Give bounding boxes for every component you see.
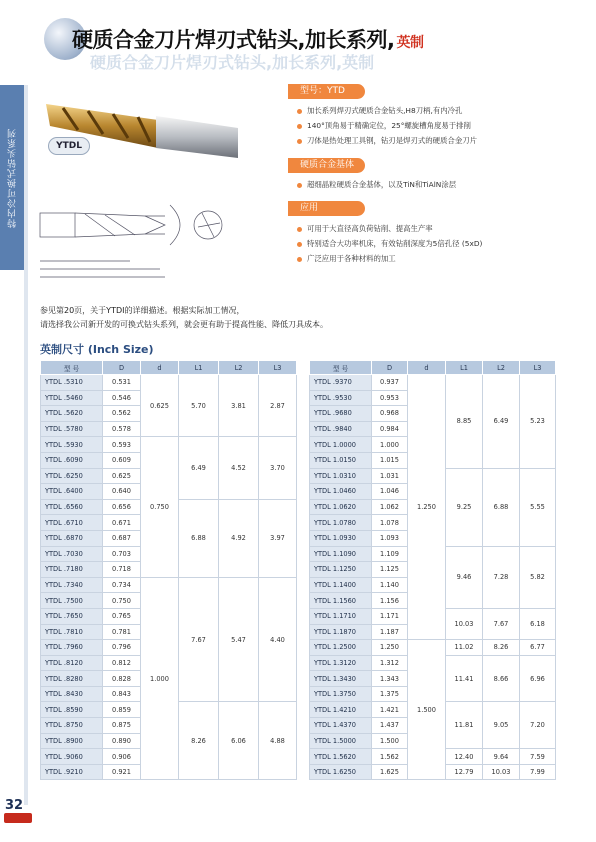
diameter-D-cell: 0.890 <box>103 733 141 749</box>
length-l3-cell: 4.88 <box>259 702 297 780</box>
diameter-D-cell: 1.312 <box>372 655 408 671</box>
model-code-cell: YTDL 1.0780 <box>310 515 372 531</box>
table-row <box>310 640 556 656</box>
length-l1-cell: 5.70 <box>179 375 219 437</box>
diameter-D-cell: 0.953 <box>372 390 408 406</box>
model-code-cell: YTDL .6250 <box>41 468 103 484</box>
diameter-D-cell: 0.906 <box>103 749 141 765</box>
diameter-D-cell: 0.843 <box>103 686 141 702</box>
length-l2-cell: 4.52 <box>219 437 259 499</box>
model-code-cell: YTDL .9840 <box>310 421 372 437</box>
model-code-cell: YTDL .7180 <box>41 562 103 578</box>
length-l3-cell: 5.23 <box>520 375 556 469</box>
length-l2-cell: 7.67 <box>483 608 520 639</box>
length-l3-cell: 7.20 <box>520 702 556 749</box>
substrate-bullet-1: 超细晶粒硬质合金基体，以及TiN和TiAlN涂层 <box>297 179 456 190</box>
diameter-D-cell: 0.875 <box>103 718 141 734</box>
col-header-L3: L3 <box>259 361 297 375</box>
note-line-1: 参见第20页，关于YTDI的详细描述。根据实际加工情况， <box>40 306 245 315</box>
model-code-cell: YTDL .9210 <box>41 764 103 780</box>
model-code-cell: YTDL .8750 <box>41 718 103 734</box>
length-l1-cell: 8.85 <box>446 375 483 469</box>
col-header-L3: L3 <box>520 361 556 375</box>
model-code-cell: YTDL .9530 <box>310 390 372 406</box>
diameter-D-cell: 0.578 <box>103 421 141 437</box>
diameter-D-cell: 1.000 <box>372 437 408 453</box>
diameter-D-cell: 0.640 <box>103 484 141 500</box>
model-code-cell: YTDL 1.0310 <box>310 468 372 484</box>
model-code-cell: YTDL 1.4370 <box>310 718 372 734</box>
diameter-D-cell: 1.031 <box>372 468 408 484</box>
table-row <box>310 375 556 391</box>
model-code-cell: YTDL .9370 <box>310 375 372 391</box>
model-code-cell: YTDL .8280 <box>41 671 103 687</box>
length-l1-cell: 8.26 <box>179 702 219 780</box>
shank-d-cell: 0.625 <box>141 375 179 437</box>
col-header-L1: L1 <box>446 361 483 375</box>
length-l1-cell: 9.46 <box>446 546 483 608</box>
model-code-cell: YTDL .5310 <box>41 375 103 391</box>
model-code-cell: YTDL .8900 <box>41 733 103 749</box>
length-l2-cell: 9.05 <box>483 702 520 749</box>
model-code-cell: YTDL .6560 <box>41 499 103 515</box>
diameter-D-cell: 0.828 <box>103 671 141 687</box>
section-model-header: 型号：YTD <box>290 84 365 99</box>
diameter-D-cell: 1.375 <box>372 686 408 702</box>
col-header-L2: L2 <box>483 361 520 375</box>
diameter-D-cell: 0.562 <box>103 406 141 422</box>
length-l2-cell: 7.28 <box>483 546 520 608</box>
length-l2-cell: 3.81 <box>219 375 259 437</box>
side-section-tab: 特内冷可换式钻头系列 <box>0 85 24 270</box>
model-code-cell: YTDL .9060 <box>41 749 103 765</box>
model-code-cell: YTDL 1.1250 <box>310 562 372 578</box>
section-substrate-header: 硬质合金基体 <box>290 158 365 173</box>
model-code-cell: YTDL 1.1870 <box>310 624 372 640</box>
diameter-D-cell: 0.687 <box>103 530 141 546</box>
model-code-cell: YTDL .7340 <box>41 577 103 593</box>
brand-logo <box>4 813 32 823</box>
diameter-D-cell: 0.984 <box>372 421 408 437</box>
table-row <box>41 375 297 391</box>
model-code-cell: YTDL 1.1560 <box>310 593 372 609</box>
diameter-D-cell: 0.734 <box>103 577 141 593</box>
col-header-D: D <box>103 361 141 375</box>
col-header-d: d <box>408 361 446 375</box>
length-l1-cell: 7.67 <box>179 577 219 702</box>
model-code-cell: YTDL 1.0150 <box>310 452 372 468</box>
length-l2-cell: 5.47 <box>219 577 259 702</box>
model-code-cell: YTDL 1.5000 <box>310 733 372 749</box>
shank-d-cell: 1.250 <box>408 375 446 640</box>
table-row <box>41 437 297 453</box>
model-code-cell: YTDL .7500 <box>41 593 103 609</box>
length-l3-cell: 7.99 <box>520 764 556 780</box>
diameter-D-cell: 0.671 <box>103 515 141 531</box>
model-code-cell: YTDL .6710 <box>41 515 103 531</box>
diameter-D-cell: 0.937 <box>372 375 408 391</box>
model-code-cell: YTDL .8590 <box>41 702 103 718</box>
model-code-cell: YTDL .5780 <box>41 421 103 437</box>
diameter-D-cell: 0.968 <box>372 406 408 422</box>
model-code-cell: YTDL 1.5620 <box>310 749 372 765</box>
diameter-D-cell: 0.593 <box>103 437 141 453</box>
diameter-D-cell: 1.625 <box>372 764 408 780</box>
model-code-cell: YTDL .8120 <box>41 655 103 671</box>
application-bullet-1: 可用于大直径高负荷钻削、提高生产率 <box>297 223 433 234</box>
length-l1-cell: 6.49 <box>179 437 219 499</box>
length-l2-cell: 9.64 <box>483 749 520 765</box>
size-table-left <box>40 360 297 780</box>
length-l3-cell: 3.70 <box>259 437 297 499</box>
model-code-cell: YTDL .7030 <box>41 546 103 562</box>
model-code-cell: YTDL 1.0930 <box>310 530 372 546</box>
model-code-cell: YTDL 1.3430 <box>310 671 372 687</box>
model-code-cell: YTDL .6870 <box>41 530 103 546</box>
table-row <box>41 577 297 593</box>
diameter-D-cell: 1.046 <box>372 484 408 500</box>
model-code-cell: YTDL .7650 <box>41 608 103 624</box>
application-bullet-2: 特别适合大功率机床，有效钻削深度为5倍孔径 (5xD) <box>297 238 482 249</box>
size-table-right <box>309 360 556 780</box>
model-code-cell: YTDL 1.0000 <box>310 437 372 453</box>
model-code-cell: YTDL .5620 <box>41 406 103 422</box>
model-code-cell: YTDL 1.1710 <box>310 608 372 624</box>
model-code-cell: YTDL 1.4210 <box>310 702 372 718</box>
model-code-cell: YTDL .9680 <box>310 406 372 422</box>
diameter-D-cell: 1.015 <box>372 452 408 468</box>
side-margin-line <box>24 85 28 805</box>
model-badge: YTDL <box>48 137 90 155</box>
section-application-header: 应用 <box>290 201 365 216</box>
diameter-D-cell: 0.546 <box>103 390 141 406</box>
col-header-model: 型 号 <box>310 361 372 375</box>
length-l1-cell: 6.88 <box>179 499 219 577</box>
shank-d-cell: 0.750 <box>141 437 179 577</box>
col-header-model: 型 号 <box>41 361 103 375</box>
shank-d-cell: 1.000 <box>141 577 179 780</box>
length-l3-cell: 6.18 <box>520 608 556 639</box>
diameter-D-cell: 0.750 <box>103 593 141 609</box>
length-l2-cell: 10.03 <box>483 764 520 780</box>
diameter-D-cell: 0.703 <box>103 546 141 562</box>
diameter-D-cell: 1.062 <box>372 499 408 515</box>
length-l3-cell: 6.96 <box>520 655 556 702</box>
length-l3-cell: 4.40 <box>259 577 297 702</box>
page-number: 32 <box>5 798 24 813</box>
diameter-D-cell: 1.156 <box>372 593 408 609</box>
length-l2-cell: 6.88 <box>483 468 520 546</box>
model-code-cell: YTDL 1.3750 <box>310 686 372 702</box>
model-bullet-1: 加长系列焊刃式硬质合金钻头,H8刀柄,有内冷孔 <box>297 105 462 116</box>
diameter-D-cell: 1.171 <box>372 608 408 624</box>
col-header-D: D <box>372 361 408 375</box>
length-l2-cell: 6.06 <box>219 702 259 780</box>
model-code-cell: YTDL 1.1090 <box>310 546 372 562</box>
diameter-D-cell: 0.765 <box>103 608 141 624</box>
model-code-cell: YTDL 1.6250 <box>310 764 372 780</box>
length-l2-cell: 6.49 <box>483 375 520 469</box>
length-l2-cell: 4.92 <box>219 499 259 577</box>
diameter-D-cell: 0.859 <box>103 702 141 718</box>
application-bullet-3: 广泛应用于各种材料的加工 <box>297 253 396 264</box>
diameter-D-cell: 0.609 <box>103 452 141 468</box>
model-code-cell: YTDL 1.2500 <box>310 640 372 656</box>
length-l3-cell: 5.82 <box>520 546 556 608</box>
col-header-d: d <box>141 361 179 375</box>
diameter-D-cell: 0.796 <box>103 640 141 656</box>
title-reflection: 硬质合金刀片焊刃式钻头,加长系列,英制 <box>90 53 375 72</box>
model-code-cell: YTDL 1.0460 <box>310 484 372 500</box>
length-l1-cell: 11.02 <box>446 640 483 656</box>
model-code-cell: YTDL 1.3120 <box>310 655 372 671</box>
length-l3-cell: 6.77 <box>520 640 556 656</box>
length-l1-cell: 12.79 <box>446 764 483 780</box>
length-l1-cell: 9.25 <box>446 468 483 546</box>
table-title: 英制尺寸 (Inch Size) <box>40 343 154 356</box>
length-l3-cell: 7.59 <box>520 749 556 765</box>
model-code-cell: YTDL .7960 <box>41 640 103 656</box>
diameter-D-cell: 1.562 <box>372 749 408 765</box>
diameter-D-cell: 1.109 <box>372 546 408 562</box>
length-l3-cell: 5.55 <box>520 468 556 546</box>
model-code-cell: YTDL .5460 <box>41 390 103 406</box>
diameter-D-cell: 0.625 <box>103 468 141 484</box>
diameter-D-cell: 1.093 <box>372 530 408 546</box>
technical-drawing <box>30 183 280 283</box>
diameter-D-cell: 1.437 <box>372 718 408 734</box>
diameter-D-cell: 0.718 <box>103 562 141 578</box>
length-l3-cell: 2.87 <box>259 375 297 437</box>
model-code-cell: YTDL 1.1400 <box>310 577 372 593</box>
diameter-D-cell: 1.250 <box>372 640 408 656</box>
col-header-L2: L2 <box>219 361 259 375</box>
diameter-D-cell: 1.343 <box>372 671 408 687</box>
length-l1-cell: 11.41 <box>446 655 483 702</box>
model-code-cell: YTDL .6090 <box>41 452 103 468</box>
model-code-cell: YTDL .7810 <box>41 624 103 640</box>
diameter-D-cell: 0.781 <box>103 624 141 640</box>
shank-d-cell: 1.500 <box>408 640 446 780</box>
diameter-D-cell: 0.656 <box>103 499 141 515</box>
length-l1-cell: 12.40 <box>446 749 483 765</box>
model-code-cell: YTDL .5930 <box>41 437 103 453</box>
col-header-L1: L1 <box>179 361 219 375</box>
model-code-cell: YTDL 1.0620 <box>310 499 372 515</box>
model-code-cell: YTDL .8430 <box>41 686 103 702</box>
model-code-cell: YTDL .6400 <box>41 484 103 500</box>
diameter-D-cell: 0.531 <box>103 375 141 391</box>
length-l1-cell: 10.03 <box>446 608 483 639</box>
title-tag: 英制 <box>396 35 424 51</box>
diameter-D-cell: 1.140 <box>372 577 408 593</box>
page-title: 硬质合金刀片焊刃式钻头,加长系列, 英制 <box>72 28 424 52</box>
length-l1-cell: 11.81 <box>446 702 483 749</box>
diameter-D-cell: 0.921 <box>103 764 141 780</box>
model-bullet-3: 刀体是热处理工具钢，钻刃是焊刃式的硬质合金刀片 <box>297 135 477 146</box>
length-l3-cell: 3.97 <box>259 499 297 577</box>
diameter-D-cell: 0.812 <box>103 655 141 671</box>
note-line-2: 请选择我公司新开发的可换式钻头系列，就会更有助于提高性能、降低刀具成本。 <box>40 320 328 329</box>
length-l2-cell: 8.66 <box>483 655 520 702</box>
model-bullet-2: 140°顶角易于精确定位，25°螺旋槽角度易于排削 <box>297 120 471 131</box>
diameter-D-cell: 1.125 <box>372 562 408 578</box>
diameter-D-cell: 1.187 <box>372 624 408 640</box>
diameter-D-cell: 1.078 <box>372 515 408 531</box>
length-l2-cell: 8.26 <box>483 640 520 656</box>
diameter-D-cell: 1.421 <box>372 702 408 718</box>
diameter-D-cell: 1.500 <box>372 733 408 749</box>
